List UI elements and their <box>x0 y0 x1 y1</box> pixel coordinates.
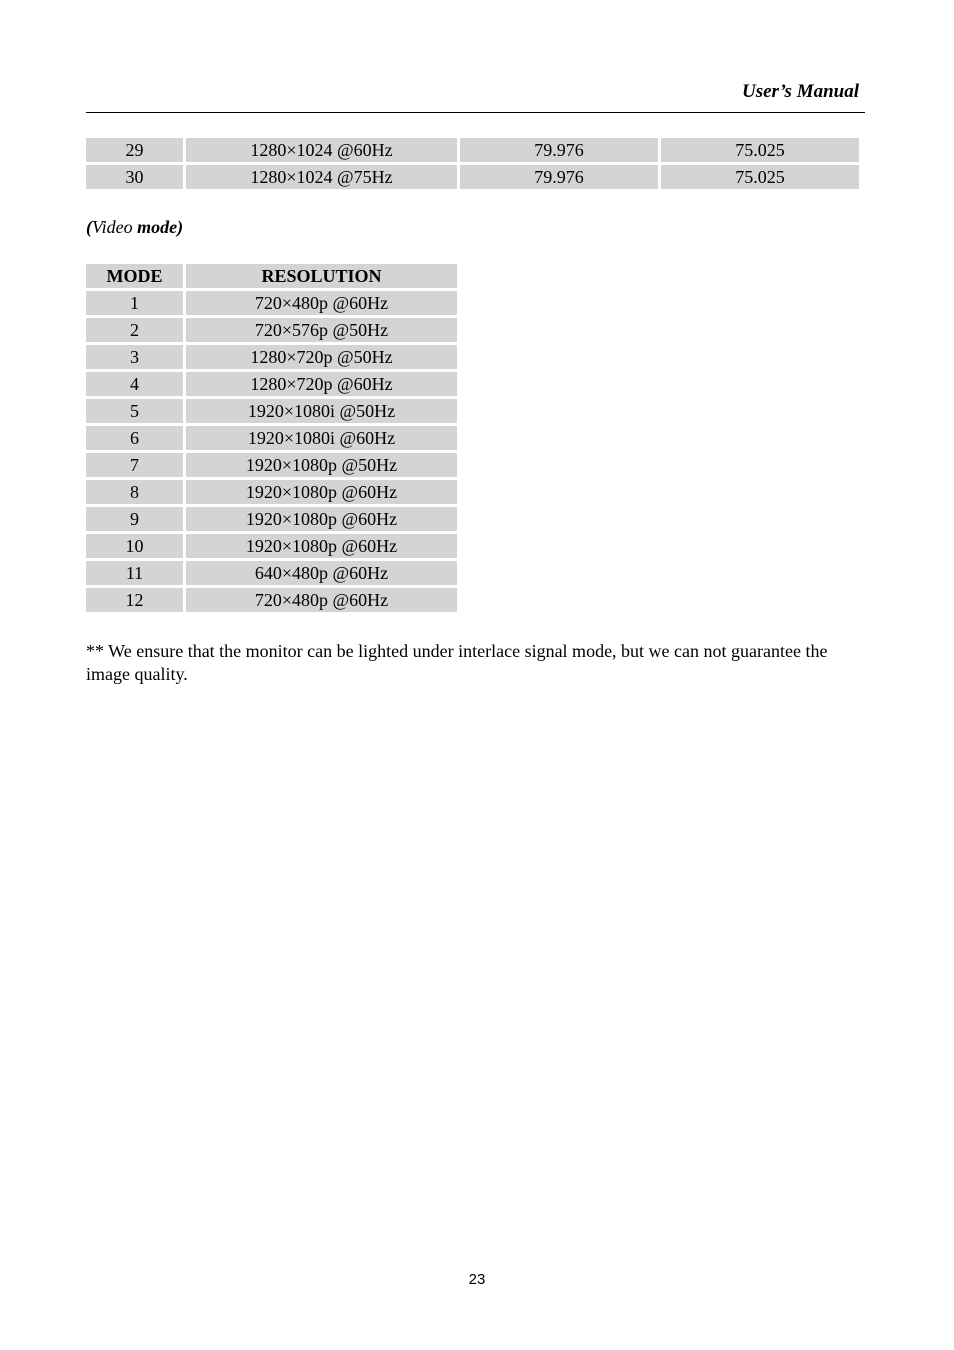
resolution-cell: 1920×1080p @60Hz <box>186 507 457 531</box>
table-row <box>86 588 457 612</box>
heading-video-word: Video <box>92 217 133 237</box>
mode-cell: 6 <box>86 426 183 450</box>
heading-mode-word: mode) <box>137 217 184 237</box>
resolution-cell: 720×480p @60Hz <box>186 588 457 612</box>
resolution-cell: 1920×1080p @50Hz <box>186 453 457 477</box>
mode-cell: 3 <box>86 345 183 369</box>
table-row <box>86 453 457 477</box>
interlace-footnote: ** We ensure that the monitor can be lighted under interlace signal mode, but we can not guarantee the image quality. <box>86 641 828 684</box>
table-row <box>86 291 457 315</box>
table-row <box>86 138 859 162</box>
resolution-cell: 720×480p @60Hz <box>186 291 457 315</box>
resolution-cell: 1280×720p @50Hz <box>186 345 457 369</box>
table-header-row <box>86 264 457 288</box>
table-row <box>86 426 457 450</box>
table-row <box>86 165 859 189</box>
resolution-cell: 1920×1080p @60Hz <box>186 480 457 504</box>
document-header-title: User’s Manual <box>741 81 859 102</box>
resolution-cell: 1280×1024 @60Hz <box>186 138 457 162</box>
vertical-frequency-cell: 75.025 <box>661 165 859 189</box>
resolution-column-header: RESOLUTION <box>186 264 457 288</box>
resolution-cell: 1280×720p @60Hz <box>186 372 457 396</box>
table-row <box>86 318 457 342</box>
mode-cell: 30 <box>86 165 183 189</box>
video-mode-heading <box>86 215 183 239</box>
mode-cell: 29 <box>86 138 183 162</box>
resolution-cell: 1920×1080i @50Hz <box>186 399 457 423</box>
mode-cell: 11 <box>86 561 183 585</box>
resolution-cell: 1280×1024 @75Hz <box>186 165 457 189</box>
mode-cell: 4 <box>86 372 183 396</box>
resolution-cell: 640×480p @60Hz <box>186 561 457 585</box>
mode-cell: 8 <box>86 480 183 504</box>
table-row <box>86 480 457 504</box>
timing-table-continued <box>83 135 862 192</box>
table-row <box>86 507 457 531</box>
resolution-cell: 1920×1080p @60Hz <box>186 534 457 558</box>
table-row <box>86 372 457 396</box>
vertical-frequency-cell: 75.025 <box>661 138 859 162</box>
table-row <box>86 345 457 369</box>
resolution-cell: 720×576p @50Hz <box>186 318 457 342</box>
mode-cell: 1 <box>86 291 183 315</box>
table-row <box>86 561 457 585</box>
mode-cell: 5 <box>86 399 183 423</box>
table-row <box>86 399 457 423</box>
horizontal-frequency-cell: 79.976 <box>460 138 658 162</box>
heading-open-paren: ( <box>86 217 92 237</box>
resolution-cell: 1920×1080i @60Hz <box>186 426 457 450</box>
header-divider <box>86 112 865 113</box>
mode-column-header: MODE <box>86 264 183 288</box>
mode-cell: 9 <box>86 507 183 531</box>
mode-cell: 12 <box>86 588 183 612</box>
mode-cell: 2 <box>86 318 183 342</box>
mode-cell: 7 <box>86 453 183 477</box>
page-number: 23 <box>468 1271 486 1288</box>
mode-cell: 10 <box>86 534 183 558</box>
horizontal-frequency-cell: 79.976 <box>460 165 658 189</box>
table-row <box>86 534 457 558</box>
video-mode-table <box>83 261 460 615</box>
